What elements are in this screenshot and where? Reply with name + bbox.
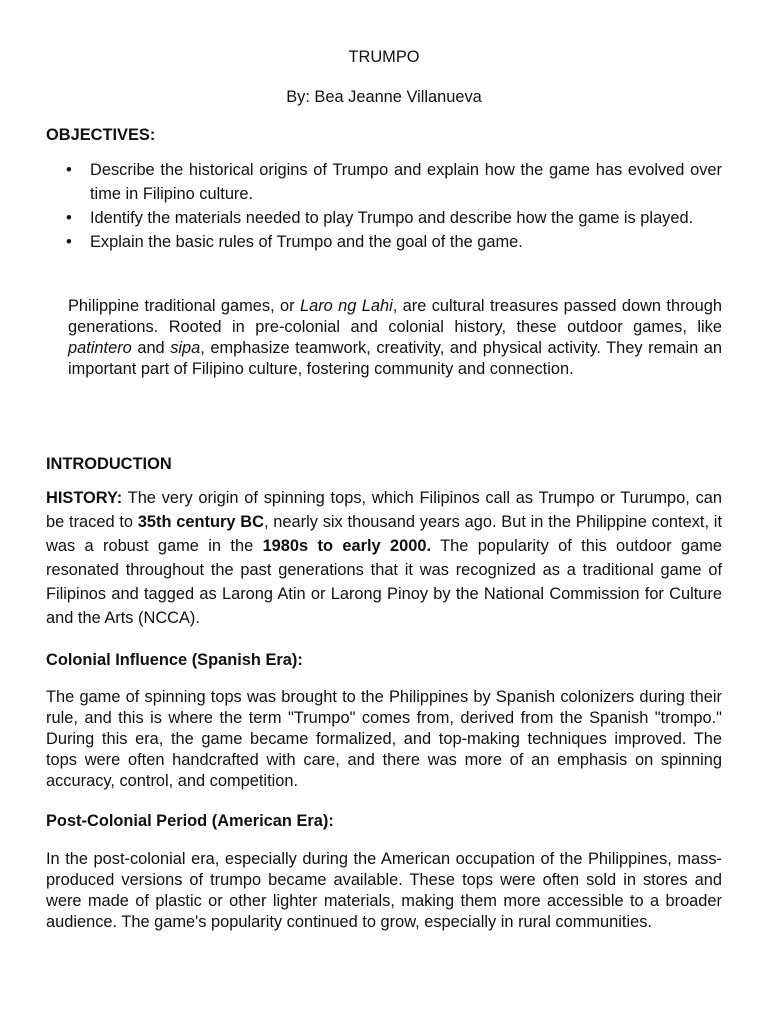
list-item: • Identify the materials needed to play Trumpo and describe how the game is played. (46, 206, 722, 230)
history-label: HISTORY: (46, 489, 123, 507)
history-paragraph (46, 486, 722, 630)
emphasis-laro-ng-lahi: Laro ng Lahi (299, 297, 393, 315)
post-colonial-heading: Post-Colonial Period (American Era): (46, 812, 334, 830)
colonial-paragraph: The game of spinning tops was brought to the Philippines by Spanish colonizers during their rule, and this is where the term "Trumpo" comes from, derived from the Spanish "trompo." During this era, the game became formalized, and top-making techniques improved. The tops were often handcrafted with care, and there was more of an emphasis on spinning accuracy, control, and competition. (46, 688, 722, 790)
text-run: and (131, 339, 171, 357)
document-title: TRUMPO (348, 48, 420, 66)
document-author: By: Bea Jeanne Villanueva (286, 88, 482, 106)
post-colonial-paragraph: In the post-colonial era, especially during the American occupation of the Philippines, mass-produced versions of trumpo became available. These tops were often sold in stores and were made of plastic or other lighter materials, making them more accessible to a broader audience. The game's popularity continued to grow, especially in rural communities. (46, 850, 722, 931)
text-run: The popularity of this outdoor game resonated throughout the past generations that it was recognized as a traditional game of Filipinos and tagged as Larong Atin or Larong Pinoy by the National Commission for Culture and the Arts (NCCA). (46, 537, 722, 627)
text-run: , nearly six thousand years ago. But in the Philippine context, it was a robust game in the (46, 513, 722, 555)
text-run: Philippine traditional games, or (68, 297, 300, 315)
text-run: The very origin of spinning tops, which Filipinos call as Trumpo or Turumpo, can be traced to (46, 489, 722, 531)
list-item: • Describe the historical origins of Trumpo and explain how the game has evolved over time in Filipino culture. (46, 158, 722, 206)
objectives-list (46, 158, 722, 254)
bold-1980s: 1980s to early 2000. (262, 537, 432, 555)
list-item: • Explain the basic rules of Trumpo and the goal of the game. (46, 230, 722, 254)
text-run: , are cultural treasures passed down through generations. Rooted in pre-colonial and colonial history, these outdoor games, like (68, 297, 723, 336)
introduction-heading: INTRODUCTION (46, 455, 172, 473)
bold-35th-century: 35th century BC (137, 513, 264, 531)
text-run: , emphasize teamwork, creativity, and physical activity. They remain an important part of Filipino culture, fostering community and connection. (68, 339, 722, 378)
laro-ng-lahi-paragraph (68, 296, 722, 380)
objectives-heading: OBJECTIVES: (46, 126, 156, 144)
emphasis-sipa: sipa (170, 339, 201, 357)
colonial-heading: Colonial Influence (Spanish Era): (46, 651, 303, 669)
emphasis-patintero: patintero (68, 339, 132, 357)
